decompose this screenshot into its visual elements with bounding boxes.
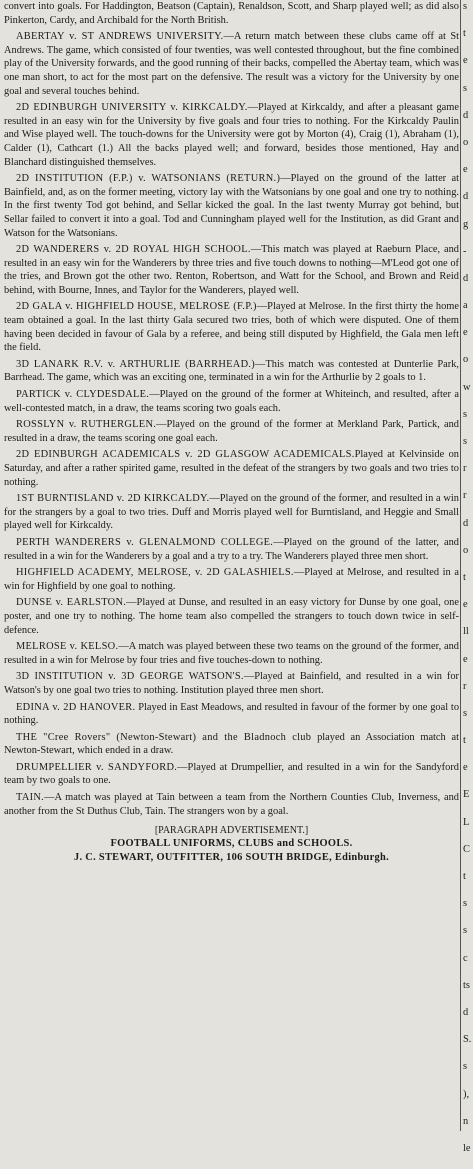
gutter-fragment: t	[463, 735, 466, 747]
gutter-fragment: d	[463, 272, 469, 284]
match-heading: MELROSE v. KELSO.	[16, 641, 119, 653]
match-heading: HIGHFIELD ACADEMY, MELROSE, v. 2D GALASHIELS.	[16, 567, 294, 579]
match-heading: DUNSE v. EARLSTON.	[16, 597, 127, 609]
gutter-fragment: d	[463, 1006, 469, 1018]
match-body: —Played at Kirkcaldy, and after a pleasant game resulted in an easy win for the University by five goals and four tries to nothing. For the Kirkcaldy Paulin and Wise played well. The touch-downs for the University were got by Morton (4), Craig (1), Abraham (1), Calder (1), Cathcart (1.) All the backs played well; and forward, besides those mentioned, Hay and Blanchard distinguished themselves.	[4, 102, 459, 168]
gutter-fragment: s	[463, 1, 468, 12]
match-body: Played in East Meadows, and resulted in favour of the former by one goal to nothing.	[4, 701, 460, 727]
match-report	[4, 566, 459, 593]
match-heading: 3D LANARK R.V. v. ARTHURLIE (BARRHEAD.)	[16, 358, 256, 370]
intro-paragraph: convert into goals. For Haddington, Beatson (Captain), Renaldson, Scott, and Sharp played well; as did also Pinkerton, Cardy, and Archibald for the North British.	[4, 1, 459, 26]
gutter-fragment: s	[463, 436, 468, 447]
gutter-fragment: w	[463, 381, 471, 393]
match-heading: PERTH WANDERERS v. GLENALMOND COLLEGE.	[16, 536, 274, 548]
match-body: —Played at Melrose. In the first thirty the home team obtained a goal. In the last thirty Gala secured two tries, both of which were disputed. One of them having been decided in favour of Gala by a referee, and being still disputed by Highfield, the Gala men left the field.	[4, 301, 459, 354]
match-body: —Played on the ground of the latter at Bainfield, and, as on the former meeting, victory lay with the Watsonians by one goal and one try to nothing. In the first twenty Tod got behind, and Sellar kicked the goal. In the last twenty Murray got behind, but Sellar failed to convert it into a goal. Tod and Cunningham played well for the Institution, as did Grant and Watson for the Watsonians.	[4, 173, 459, 239]
gutter-fragment: d	[463, 191, 469, 203]
match-report	[4, 448, 459, 489]
match-report	[4, 596, 459, 637]
gutter-fragment: E	[463, 789, 470, 801]
gutter-fragment: d	[463, 109, 469, 121]
match-report	[4, 358, 459, 385]
match-report	[4, 418, 459, 445]
gutter-fragment: r	[463, 490, 467, 502]
gutter-fragment: g	[463, 218, 469, 230]
gutter-fragment: s	[463, 898, 468, 910]
match-report	[4, 761, 459, 788]
football-reports-column	[4, 0, 459, 1131]
match-reports-list	[4, 30, 459, 818]
gutter-fragment: n	[463, 1115, 469, 1127]
gutter-fragment: s	[463, 1061, 468, 1073]
gutter-fragment: e	[463, 599, 468, 611]
gutter-fragment: t	[463, 571, 466, 583]
gutter-fragment: r	[463, 463, 467, 475]
match-body: —Played on the ground of the former at Merkland Park, Partick, and resulted in a draw, the teams scoring one goal each.	[4, 419, 459, 444]
advertisement-line-1: FOOTBALL UNIFORMS, CLUBS and SCHOOLS.	[110, 838, 353, 850]
gutter-fragment: L	[463, 816, 470, 828]
match-report	[4, 791, 459, 818]
match-report	[4, 536, 459, 563]
gutter-fragment: e	[463, 762, 468, 774]
match-heading: 2D WANDERERS v. 2D ROYAL HIGH SCHOOL.	[16, 244, 251, 256]
advertisement-line-2: J. C. STEWART, OUTFITTER, 106 SOUTH BRIDGE, Edinburgh.	[73, 851, 390, 863]
match-body: —This match was contested at Dunterlie Park, Barrhead. The game, which was an exciting one, terminated in a win for the Arthurlie by 2 goals to 1.	[4, 358, 459, 384]
match-heading: 2D GALA v. HIGHFIELD HOUSE, MELROSE (F.P.)	[16, 301, 257, 313]
match-heading: 2D EDINBURGH UNIVERSITY v. KIRKCALDY.	[16, 102, 248, 114]
match-report	[4, 492, 459, 533]
gutter-fragment: s	[463, 707, 468, 719]
gutter-fragment: d	[463, 517, 469, 529]
gutter-fragment: C	[463, 843, 470, 855]
match-heading: ROSSLYN v. RUTHERGLEN.	[16, 419, 157, 431]
match-report	[4, 30, 459, 98]
match-heading: THE "Cree Rovers" (Newton-Stewart) and the Bladnoch club	[16, 731, 312, 743]
match-body: —Played at Melrose, and resulted in a win for Highfield by one goal to nothing.	[4, 567, 459, 592]
column-rule	[460, 0, 461, 1131]
match-body: —A match was played at Tain between a team from the Northern Counties Club, Inverness, and another from the St Duthus Club, Tain. The strangers won by a goal.	[4, 792, 459, 817]
match-heading: DRUMPELLIER v. SANDYFORD.	[16, 761, 178, 773]
gutter-fragment: e	[463, 55, 468, 67]
match-heading: 3D INSTITUTION v. 3D GEORGE WATSON'S.	[16, 671, 244, 683]
match-heading: 1ST BURNTISLAND v. 2D KIRKCALDY.	[16, 493, 210, 505]
match-heading: EDINA v. 2D HANOVER.	[16, 701, 136, 713]
match-heading: 2D EDINBURGH ACADEMICALS v. 2D GLASGOW ACADEMICALS.	[16, 449, 355, 461]
gutter-fragment: s	[463, 82, 468, 94]
gutter-fragment: t	[463, 871, 466, 882]
match-heading: TAIN.	[16, 792, 45, 804]
gutter-fragment: a	[463, 300, 468, 312]
gutter-fragment: ),	[463, 1088, 470, 1100]
match-report	[4, 388, 459, 415]
match-body: —Played on the ground of the latter, and resulted in a win for the Wanderers by a goal and a try to a try. The Wanderers played three men short.	[4, 536, 459, 562]
gutter-fragment: s	[463, 408, 468, 420]
match-body: —A match was played between these two teams on the ground of the former, and resulted in a win for Melrose by four tries and five touches-down to nothing.	[4, 641, 460, 666]
match-body: —Played at Bainfield, and resulted in a win for Watson's by one goal two tries to nothing. Institution played three men short.	[4, 671, 459, 696]
gutter-fragment: r	[463, 680, 467, 692]
match-report	[4, 101, 459, 169]
match-report	[4, 670, 459, 697]
match-heading: ABERTAY v. ST ANDREWS UNIVERSITY.	[16, 31, 224, 43]
match-report	[4, 172, 459, 240]
gutter-fragment: le	[463, 1142, 471, 1154]
match-report	[4, 731, 459, 758]
match-report	[4, 300, 459, 354]
gutter-fragment: e	[463, 164, 468, 176]
gutter-fragment: ll	[463, 626, 469, 638]
match-body: —Played on the ground of the former, and resulted in a win for the strangers by a goal to two tries. Duff and Morris played well for Burntisland, and Heggie and Small played well for Kirkcaldy.	[4, 493, 459, 532]
match-body: —Played on the ground of the former at Whiteinch, and resulted, after a well-contested match, in a draw, the teams scoring two goals each.	[4, 389, 459, 414]
gutter-fragment: o	[463, 354, 469, 366]
match-report	[4, 640, 459, 667]
gutter-fragment: c	[463, 952, 468, 964]
match-report	[4, 701, 459, 728]
match-body: —Played at Dunse, and resulted in an easy victory for Dunse by one goal, one poster, and one try to nothing. The home team also compelled the strangers to touch down twice in self-defence.	[4, 597, 459, 636]
gutter-fragment: ts	[463, 979, 470, 991]
advertisement-label: [PARAGRAPH ADVERTISEMENT.]	[154, 825, 309, 837]
match-body: —A return match between these clubs came off at St Andrews. The game, which consisted of four twenties, was well contested throughout, but the fine combined play of the University forwards, and the good running of their backs, compelled the Abertay team, which was one man short, to act for the most part on the defensive. The result was a victory for the University by one goal and several touches behind.	[4, 31, 459, 97]
match-body: Played at Kelvinside on Saturday, and after a rather spirited game, resulted in the defeat of the strangers by two goals and two tries to nothing.	[4, 449, 459, 488]
gutter-fragment: S.	[463, 1034, 472, 1046]
match-heading: PARTICK v. CLYDESDALE.	[16, 389, 150, 401]
match-body: —This match was played at Raeburn Place, and resulted in an easy win for the Wanderers by three tries and five touch downs to nothing—M'Leod got one of the tries, and Brown got the other two. Renton, Robertson, and Watt for the School, and Brown and Reid behind, with Bourne, Innes, and Taylor for the Wanderers, played well.	[4, 244, 459, 296]
gutter-fragment: t	[463, 28, 466, 40]
gutter-fragment: e	[463, 327, 468, 339]
adjacent-column-fragment	[463, 0, 473, 1154]
match-body: played an Association match at Newton-Stewart, which ended in a draw.	[4, 731, 460, 757]
match-body: —Played at Drumpellier, and resulted in a win for the Sandyford team by two goals to one.	[4, 761, 459, 787]
gutter-fragment: -	[463, 245, 467, 257]
gutter-fragment: e	[463, 653, 468, 665]
gutter-fragment: o	[463, 136, 469, 148]
match-report	[4, 243, 459, 297]
gutter-fragment: o	[463, 544, 469, 556]
gutter-fragment: s	[463, 925, 468, 937]
match-heading: 2D INSTITUTION (F.P.) v. WATSONIANS (RETURN.)	[16, 173, 281, 185]
